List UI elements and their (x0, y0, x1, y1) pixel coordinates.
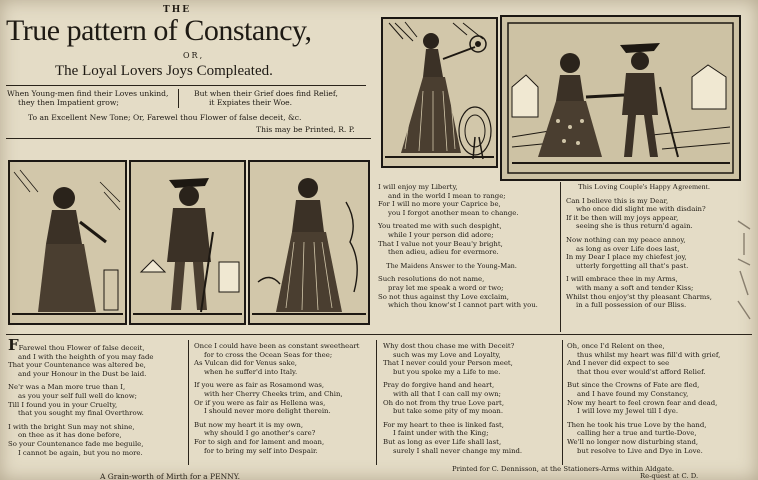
verse-line: But now my heart it is my own, (194, 420, 304, 429)
verse-line: I will love my Jewel till I dye. (577, 407, 679, 416)
upper-middle-stanzas (378, 183, 538, 310)
verse-line (8, 336, 153, 354)
footer-price-line: A Grain-worth of Mirth for a PENNY. (100, 472, 241, 480)
verse-line: you I forgot another mean to change. (388, 208, 519, 217)
verse-line: while I your person did adore; (388, 230, 494, 239)
verse-line: with all that I can call my own; (393, 389, 501, 398)
couple-holding-hands-woodcut (500, 15, 741, 181)
verse-line: But as long as ever Life shall last, (383, 437, 502, 446)
verse-line: But since the Crowns of Fate are fled, (567, 381, 700, 390)
library-stamp (734, 215, 754, 325)
woman-with-fan-and-peacock-icon (383, 19, 496, 166)
verse-line: as you your self full well do know; (18, 391, 137, 400)
verse-line: for to bring my self into Despair. (204, 446, 318, 455)
verse-line: In my Dear I place my chiefest joy, (566, 253, 687, 262)
verse-line: Ne'r was a Man more true than I, (8, 383, 126, 392)
column-rule (560, 182, 561, 332)
verse-line: which thou know'st I cannot part with you. (388, 301, 538, 310)
verse-line: That your Countenance was altered be, (8, 361, 146, 370)
verse-line: but you spoke my a Life to me. (393, 367, 501, 376)
verse-line: You treated me with such despight, (378, 222, 502, 231)
verse-line: So your Countenance fade me beguile, (8, 439, 144, 448)
maidens-answer-heading: The Maidens Answer to the Young-Man. (386, 260, 518, 270)
verse-line: Whilst thou enjoy'st thy pleasant Charms, (566, 292, 712, 301)
verse-line: for to cross the Ocean Seas for thee; (204, 350, 333, 359)
argument-left-line: When Young-men find their Loves unkind, (7, 89, 169, 98)
title-the: THE (163, 5, 192, 15)
verse-line: seeing she is thus return'd again. (576, 222, 693, 231)
verse-line: in a full possession of our Bliss. (576, 301, 687, 310)
lady-in-gown-icon (250, 162, 368, 323)
verse-line: why should I go another's care? (204, 429, 316, 438)
verse-line: Till I found you in your Cruelty, (8, 400, 118, 409)
verse-line: Once I could have been as constant sweetheart (194, 342, 360, 350)
argument-left (7, 89, 168, 107)
verse-line: Oh do not from thy true Love part, (383, 398, 505, 407)
column-rule (562, 340, 563, 465)
argument-right (194, 89, 338, 107)
verse-line: then adieu, adieu for evermore. (388, 248, 499, 257)
column-rule (188, 340, 189, 465)
verse-line: that you sought my final Overthrow. (18, 409, 144, 418)
agreement-heading: This Loving Couple's Happy Agreement. (578, 182, 711, 191)
bottom-column-2 (194, 342, 359, 455)
verse-line: That I value not your Beau'y bright, (378, 239, 503, 248)
verse-line: such was my Love and Loyalty, (393, 350, 501, 359)
verse-line: For my heart to thee is linked fast, (383, 420, 504, 429)
verse-line: And I never did expect to see (567, 359, 670, 368)
upper-right-stanzas (566, 183, 712, 310)
verse-line: utterly forgetting all that's past. (576, 261, 689, 270)
verse-line: thus whilst my heart was fill'd with grief, (577, 350, 721, 359)
verse-line: as long as over Life does last, (576, 244, 680, 253)
verse-line: We'll no longer now disturbing stand, (567, 437, 699, 446)
verse-line: Then he took his true Love by the hand, (567, 420, 707, 429)
verse-line: For I will no more your Caprice be, (378, 200, 501, 209)
verse-line: I should never more delight therein. (204, 407, 331, 416)
verse-line: Now nothing can my peace annoy, (566, 235, 686, 244)
verse-line: who once did slight me with disdain? (576, 205, 706, 214)
verse-line: I cannot be again, but you no more. (18, 448, 143, 457)
verse-line: with her Cherry Cheeks trim, and Chin, (204, 389, 343, 398)
drop-cap: F (8, 336, 19, 354)
verse-line: So not thus against thy Love exclaim, (378, 292, 509, 301)
verse-line: but resolve to Live and Dye in Love. (577, 446, 703, 455)
bottom-column-1 (8, 336, 154, 457)
verse-line: that thou ever would'st afford Relief. (577, 367, 706, 376)
header-rule (6, 85, 366, 86)
verse-line: Such resolutions do not name, (378, 275, 485, 284)
verse-line: on thee as it has done before, (18, 431, 122, 440)
argument-right-line: it Expiates their Woe. (209, 98, 293, 107)
verse-line: Can I believe this is my Dear, (566, 196, 669, 205)
gentleman-with-cane-woodcut (129, 160, 246, 325)
column-rule (376, 340, 377, 465)
verse-line: For to sigh and for lament and moan, (194, 437, 325, 446)
verse-line: when he suffer'd into Italy. (204, 367, 298, 376)
verse-line: I will enjoy my Liberty, (378, 183, 458, 191)
verse-line: I will embrace thee in my Arms, (566, 275, 678, 284)
gentleman-with-cane-icon (131, 162, 244, 323)
lady-in-gown-woodcut (248, 160, 370, 325)
title-or: OR, (183, 51, 205, 60)
argument-divider (178, 89, 179, 108)
bottom-column-4 (567, 342, 720, 455)
verse-line: with many a soft and tender Kiss; (576, 283, 694, 292)
verse-line: surely I shall never change my mind. (393, 446, 523, 455)
page-subtitle: The Loyal Lovers Joys Compleated. (55, 63, 273, 79)
verse-line: That I never could your Person meet, (383, 359, 513, 368)
verse-line: and I with the heighth of you may fade (18, 352, 154, 361)
verse-line-text: Farewel thou Flower of false deceit, (18, 344, 145, 352)
tune-line: To an Excellent New Tone; Or, Farewel thou Flower of false deceit, &c. (28, 113, 302, 122)
woman-with-fan-and-peacock-woodcut (381, 17, 498, 168)
verse-line: and your Honour in the Dust be laid. (18, 369, 147, 378)
verse-line: Or if you were as fair as Hellena was, (194, 398, 326, 407)
license-line: This may be Printed, R. P. (256, 125, 355, 134)
verse-line: but take some pity of my moan. (393, 407, 504, 416)
verse-line: pray let me speak a word or two; (388, 283, 504, 292)
lady-standing-icon (10, 162, 125, 323)
verse-line: Oh, once I'd Relent on thee, (567, 342, 665, 350)
argument-left-line: they then Impatient grow; (18, 98, 119, 107)
header-bottom-rule (6, 138, 371, 139)
verse-line: If you were as fair as Rosamond was, (194, 381, 325, 390)
printer-imprint: Printed for C. Dennisson, at the Stationers-Arms within Aldgate. (452, 465, 675, 473)
verse-line: Now my heart to feel crown fear and dead, (567, 398, 718, 407)
verse-line: I with the bright Sun may not shine, (8, 422, 135, 431)
handwritten-shelfmark-icon (734, 215, 754, 325)
lower-rule (6, 334, 752, 335)
footer-right-note: Re-quest at C. D. (640, 472, 699, 480)
verse-line: and I have found my Constancy, (577, 389, 689, 398)
couple-holding-hands-icon (502, 17, 739, 179)
verse-line: Why dost thou chase me with Deceit? (383, 342, 515, 350)
argument-right-line: But when their Grief does find Relief, (194, 89, 338, 98)
verse-line: and in the world I mean to range; (388, 191, 506, 200)
verse-line: As Vulcan did for Venus sake, (194, 359, 297, 368)
bottom-column-3 (383, 342, 522, 455)
verse-line: I faint under with the King; (393, 429, 489, 438)
page-title: True pattern of Constancy, (6, 14, 312, 47)
lady-standing-woodcut (8, 160, 127, 325)
verse-line: If it be then will my joys appear, (566, 213, 679, 222)
verse-line: Pray do forgive hand and heart, (383, 381, 495, 390)
verse-line: calling her a true and turtle-Dove, (577, 429, 697, 438)
